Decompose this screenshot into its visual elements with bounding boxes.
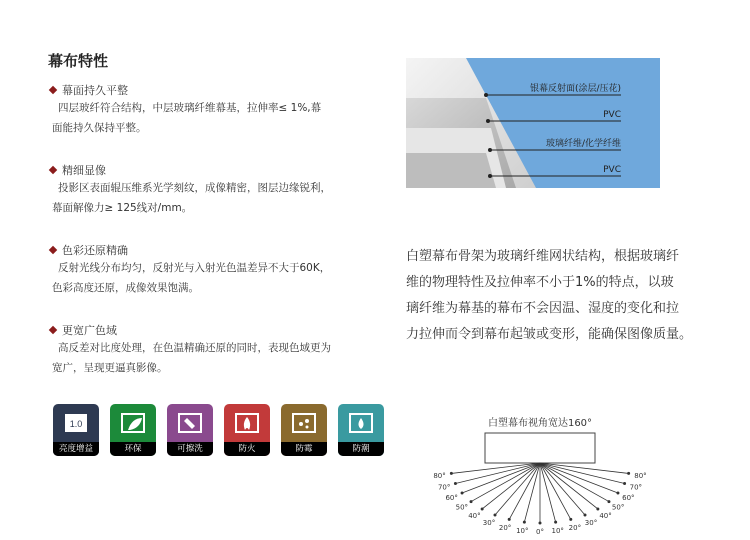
washable-badge: 可擦洗 (167, 404, 213, 456)
feature-text-line: 色彩高度还原，成像效果饱满。 (52, 282, 199, 294)
diamond-bullet-icon (49, 326, 57, 334)
diamond-bullet-icon (49, 166, 57, 174)
angle-ray-end (539, 522, 542, 525)
angle-ray-end (554, 521, 557, 524)
angle-ray-end (461, 492, 464, 495)
feature-heading-color: 色彩还原精确 (48, 242, 128, 258)
angle-label: 40° (599, 512, 612, 521)
angle-ray-end (454, 482, 457, 485)
angle-label: 20° (498, 523, 512, 532)
description-paragraph: 白塑幕布骨架为玻璃纤维网状结构，根据玻璃纤 维的物理特性及拉伸率不小于1%的特点，以玻 璃纤维为幕基的幕布不会因温、湿度的变化和拉 力拉伸而令到幕布起皱或变形，能确保图像质量。 (406, 249, 693, 342)
diamond-bullet-icon (49, 246, 57, 254)
angle-label: 10° (551, 526, 564, 535)
brightness-gain-badge: 1.0 亮度增益 (53, 404, 99, 456)
eco-icon (118, 408, 148, 438)
feature-icons (53, 404, 384, 456)
angle-label: 0° (536, 528, 544, 536)
mildew-proof-icon (289, 408, 319, 438)
feature-heading-gamut: 更宽广色域 (48, 322, 117, 338)
brightness-gain-icon (61, 408, 91, 438)
layer-label: PVC (603, 110, 621, 120)
feature-heading-detail: 精细显像 (48, 162, 106, 178)
layer-label: PVC (603, 165, 621, 175)
angle-label: 50° (611, 503, 625, 512)
feature-text-line: 反射光线分布均匀，反射光与入射光色温差异不大于60K， (58, 262, 331, 274)
angle-ray-end (470, 500, 473, 503)
feature-text-line: 宽广，呈现更逼真影像。 (52, 362, 168, 374)
angle-ray-end (584, 513, 587, 516)
layer-label: 玻璃纤维/化学纤维 (545, 139, 621, 149)
angle-label: 40° (468, 512, 481, 521)
angle-label: 70° (629, 483, 643, 492)
angle-ray-end (596, 507, 599, 510)
page-title: 幕布特性 (48, 52, 109, 70)
mildew-proof-badge: 防霉 (281, 404, 327, 456)
fireproof-icon (232, 408, 262, 438)
angle-label: 80° (433, 471, 446, 480)
angle-ray-end (523, 521, 526, 524)
angle-ray-end (508, 518, 511, 521)
angle-label: 30° (584, 518, 598, 527)
feature-heading-flat: 幕面持久平整 (48, 82, 128, 98)
feature-text-line: 投影区表面辊压维系光学刻纹，成像精密，图层边缘锐利， (58, 182, 331, 194)
fireproof-badge: 防火 (224, 404, 270, 456)
diamond-bullet-icon (49, 86, 57, 94)
angle-ray-end (607, 500, 610, 503)
angle-label: 60° (445, 494, 458, 502)
angle-label: 20° (568, 523, 582, 532)
angle-ray-end (569, 518, 572, 521)
feature-text-line: 四层玻纤符合结构，中层玻璃纤维幕基，拉伸率≤ 1%,幕 (58, 102, 322, 114)
angle-label: 30° (482, 518, 496, 527)
angle-ray-end (623, 482, 626, 485)
moisture-proof-badge: 防潮 (338, 404, 384, 456)
svg-text:1.0: 1.0 (69, 419, 83, 429)
angle-label: 50° (455, 503, 469, 512)
angle-ray-end (616, 492, 619, 495)
washable-icon (175, 408, 205, 438)
angle-label: 10° (516, 526, 529, 535)
angle-ray-end (627, 472, 630, 475)
viewing-angle-diagram (405, 408, 665, 536)
layer-label: 银幕反射面(涂层/压花) (529, 84, 621, 94)
feature-text-line: 面能持久保持平整。 (52, 122, 147, 134)
angle-ray-end (450, 472, 453, 475)
angle-label: 80° (634, 471, 647, 480)
eco-badge: 环保 (110, 404, 156, 456)
screen-layer-diagram (406, 58, 660, 188)
angle-diagram-title: 白塑幕布视角宽达160° (487, 418, 593, 429)
moisture-proof-icon (346, 408, 376, 438)
angle-label: 70° (437, 483, 451, 492)
angle-ray-end (481, 507, 484, 510)
angle-label: 60° (622, 494, 635, 502)
feature-text-line: 幕面解像力≥ 125线对/mm。 (52, 202, 193, 214)
feature-text-line: 高反差对比度处理，在色温精确还原的同时，表现色域更为 (58, 342, 331, 354)
angle-ray-end (494, 513, 497, 516)
